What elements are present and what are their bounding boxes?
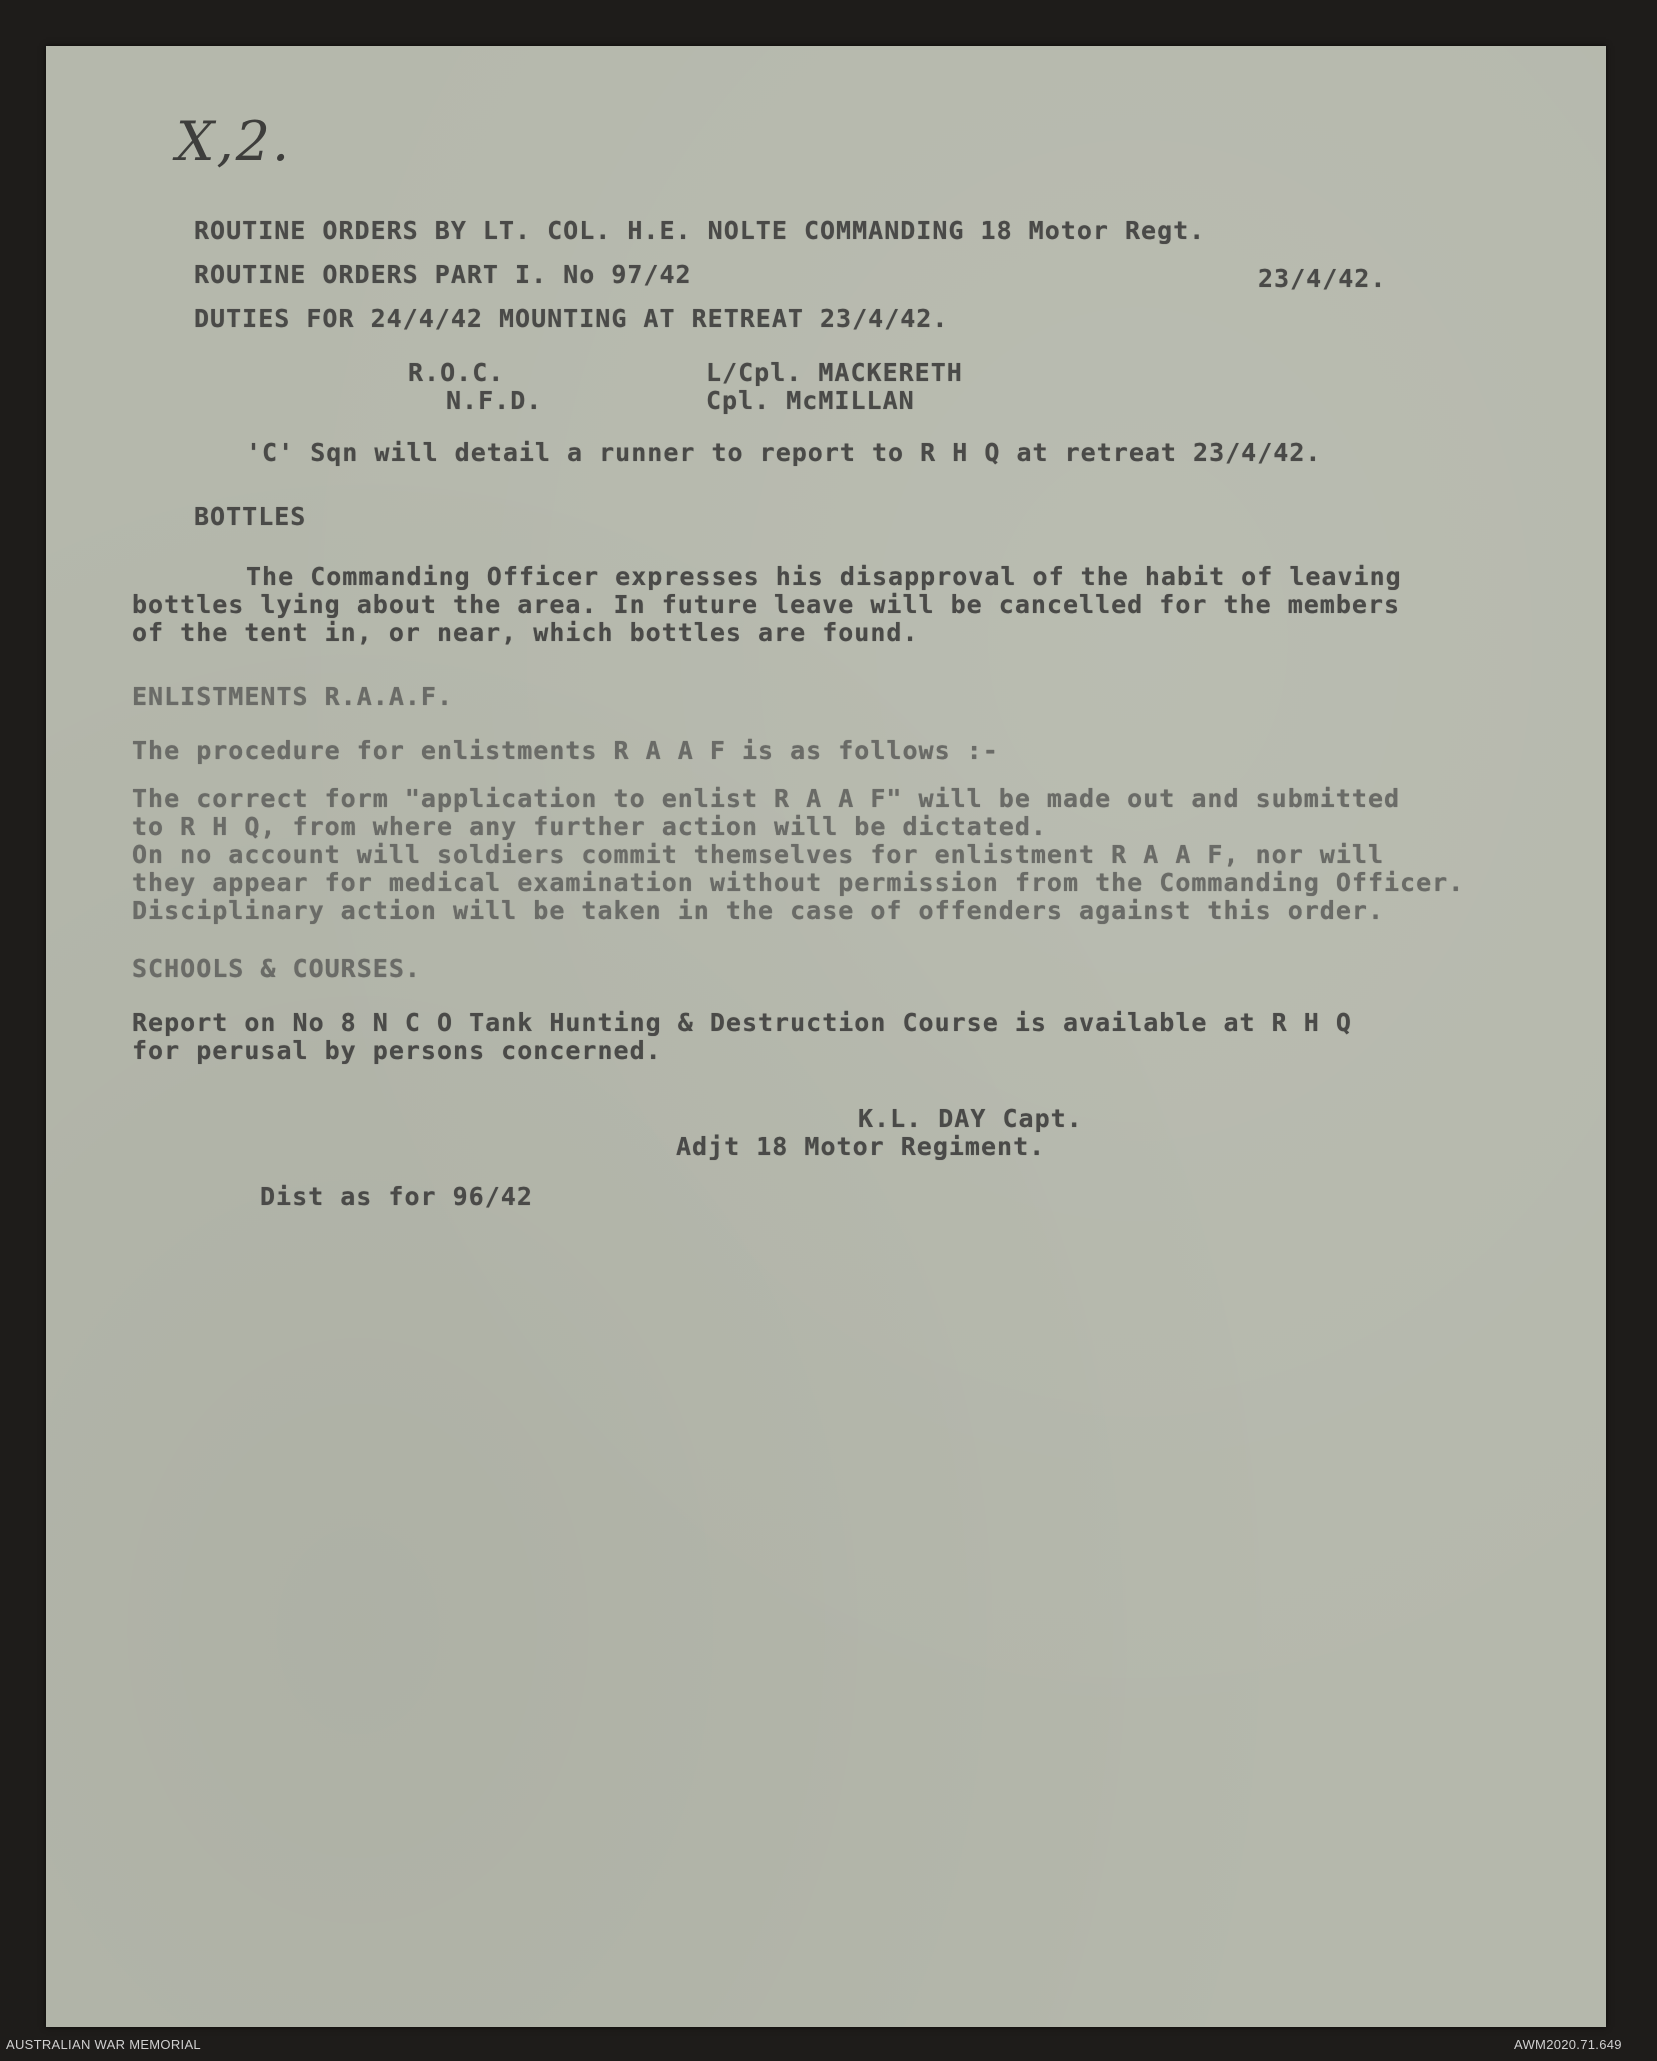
section-heading-enlistments: ENLISTMENTS R.A.A.F. bbox=[132, 682, 454, 711]
duty-name-2: Cpl. McMILLAN bbox=[706, 386, 915, 415]
enlistments-line-5: Disciplinary action will be taken in the case of offenders against this order. bbox=[132, 896, 1384, 925]
handwritten-mark: X,2. bbox=[176, 110, 292, 173]
header-line-2: ROUTINE ORDERS PART I. No 97/42 bbox=[194, 260, 692, 289]
runner-note: 'C' Sqn will detail a runner to report to R H Q at retreat 23/4/42. bbox=[246, 438, 1322, 467]
duty-role-1: R.O.C. bbox=[408, 358, 505, 387]
bottles-line-3: of the tent in, or near, which bottles are found. bbox=[132, 618, 919, 647]
footer-institution: AUSTRALIAN WAR MEMORIAL bbox=[6, 2037, 201, 2052]
enlistments-line-3: On no account will soldiers commit themselves for enlistment R A A F, nor will bbox=[132, 840, 1384, 869]
bottles-line-2: bottles lying about the area. In future leave will be cancelled for the members bbox=[132, 590, 1401, 619]
distribution-note: Dist as for 96/42 bbox=[260, 1182, 533, 1211]
duty-name-1: L/Cpl. MACKERETH bbox=[706, 358, 963, 387]
enlistments-line-2: to R H Q, from where any further action will be dictated. bbox=[132, 812, 1047, 841]
enlistments-line-1: The correct form "application to enlist R A A F" will be made out and submitted bbox=[132, 784, 1401, 813]
enlistments-intro: The procedure for enlistments R A A F is as follows :- bbox=[132, 736, 999, 765]
header-line-1: ROUTINE ORDERS BY LT. COL. H.E. NOLTE COMMANDING 18 Motor Regt. bbox=[194, 216, 1206, 245]
header-line-3: DUTIES FOR 24/4/42 MOUNTING AT RETREAT 23/4/42. bbox=[194, 304, 949, 333]
enlistments-line-4: they appear for medical examination without permission from the Commanding Officer. bbox=[132, 868, 1465, 897]
footer-accession-number: AWM2020.71.649 bbox=[1514, 2037, 1622, 2052]
order-date: 23/4/42. bbox=[1258, 264, 1387, 293]
bottles-line-1: The Commanding Officer expresses his disapproval of the habit of leaving bbox=[246, 562, 1402, 591]
document-page bbox=[46, 46, 1606, 2027]
duty-role-2: N.F.D. bbox=[446, 386, 543, 415]
schools-line-2: for perusal by persons concerned. bbox=[132, 1036, 662, 1065]
signature-name: K.L. DAY Capt. bbox=[858, 1104, 1083, 1133]
section-heading-bottles: BOTTLES bbox=[194, 502, 307, 531]
section-heading-schools: SCHOOLS & COURSES. bbox=[132, 954, 421, 983]
signature-title: Adjt 18 Motor Regiment. bbox=[676, 1132, 1046, 1161]
schools-line-1: Report on No 8 N C O Tank Hunting & Destruction Course is available at R H Q bbox=[132, 1008, 1352, 1037]
